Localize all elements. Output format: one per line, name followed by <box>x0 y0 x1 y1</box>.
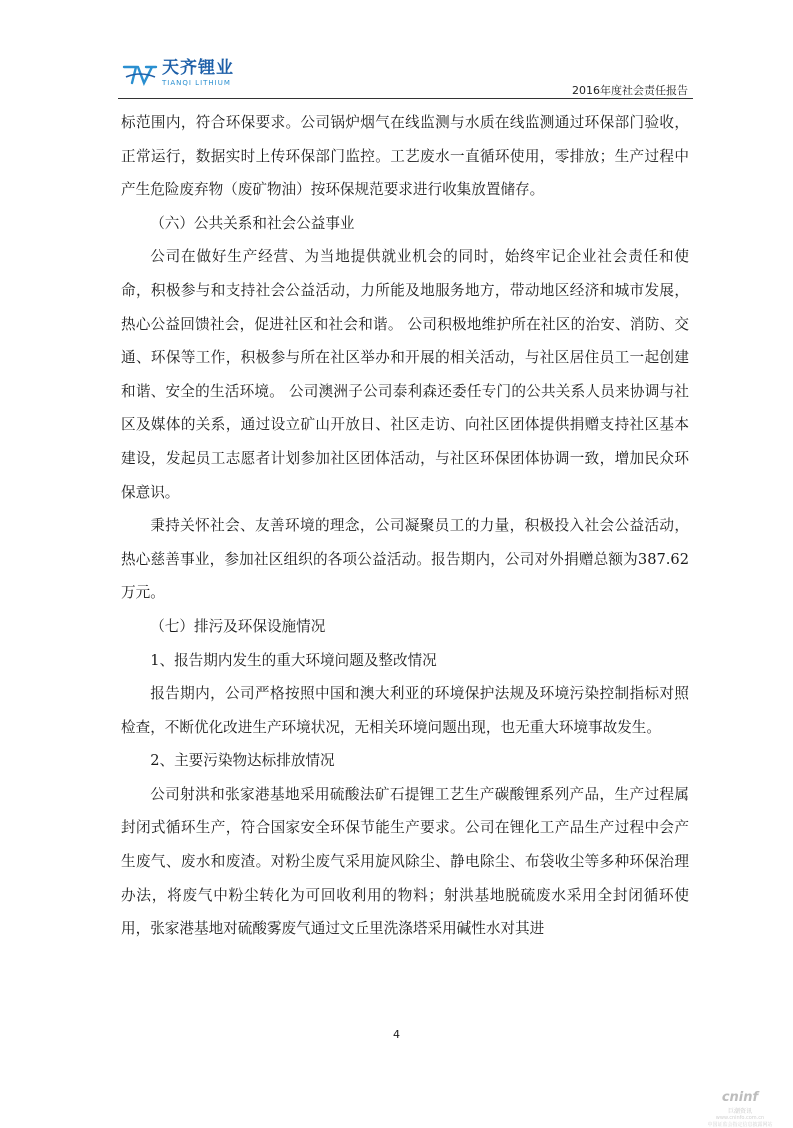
header-divider <box>118 98 693 99</box>
watermark-subtitle: 巨潮资讯 <box>727 1108 752 1115</box>
logo-english-name: TIANQI LITHIUM <box>162 79 231 87</box>
report-title: 2016年度社会责任报告 <box>572 84 688 97</box>
paragraph: 公司在做好生产经营、为当地提供就业机会的同时，始终牢记企业社会责任和使命，积极参与和支持社会公益活动，力所能及地服务地方，带动地区经济和城市发展，热心公益回馈社会，促进社区和社会和谐。 公司积极地维护所在社区的治安、消防、交通、环保等工作，积极参与所在社区举办和开展的相关活动，与社区居住员工一起创建和谐、安全的生活环境。 公司澳洲子公司泰利森还委任专门的公共关系人员来协调与社区及媒体的关系，通过设立矿山开放日、社区走访、向社区团体提供捐赠支持社区基本建设，发起员工志愿者计划参加社区团体活动，与社区环保团体协调一致，增加民众环保意识。 <box>121 248 689 501</box>
watermark-url: www.cninfo.com.cn <box>715 1115 765 1121</box>
section-heading: 2、主要污染物达标排放情况 <box>150 752 335 770</box>
section-heading: （七）排污及环保设施情况 <box>150 617 326 635</box>
section-heading: 1、报告期内发生的重大环境问题及整改情况 <box>150 651 437 669</box>
logo-chinese-name: 天齐锂业 <box>162 58 234 78</box>
paragraph: 标范围内，符合环保要求。公司锅炉烟气在线监测与水质在线监测通过环保部门验收，正常运行，数据实时上传环保部门监控。工艺废水一直循环使用，零排放；生产过程中产生危险废弃物（废矿物油）按环保规范要求进行收集放置储存。 <box>121 114 689 199</box>
watermark-logo: cninf <box>721 1090 759 1105</box>
cninfo-watermark <box>700 1090 780 1128</box>
paragraph: 报告期内，公司严格按照中国和澳大利亚的环境保护法规及环境污染控制指标对照检查，不断优化改进生产环境状况，无相关环境问题出现，也无重大环境事故发生。 <box>121 685 689 736</box>
watermark-org: 中国证监会指定信息披露网站 <box>707 1122 773 1128</box>
paragraph: 公司射洪和张家港基地采用硫酸法矿石提锂工艺生产碳酸锂系列产品，生产过程属封闭式循环生产，符合国家安全环保节能生产要求。公司在锂化工产品生产过程中会产生废气、废水和废渣。对粉尘废气采用旋风除尘、静电除尘、布袋收尘等多种环保治理办法，将废气中粉尘转化为可回收利用的物料；射洪基地脱硫废水采用全封闭循环使用，张家港基地对硫酸雾废气通过文丘里洗涤塔采用碱性水对其进 <box>121 785 689 938</box>
tianqi-logo-icon <box>122 61 158 87</box>
company-logo <box>122 60 234 87</box>
document-body <box>121 106 689 946</box>
section-heading: （六）公共关系和社会公益事业 <box>150 214 355 232</box>
paragraph: 秉持关怀社会、友善环境的理念，公司凝聚员工的力量，积极投入社会公益活动，热心慈善事业，参加社区组织的各项公益活动。报告期内，公司对外捐赠总额为387.62万元。 <box>121 517 689 602</box>
page-number: 4 <box>393 1028 400 1041</box>
